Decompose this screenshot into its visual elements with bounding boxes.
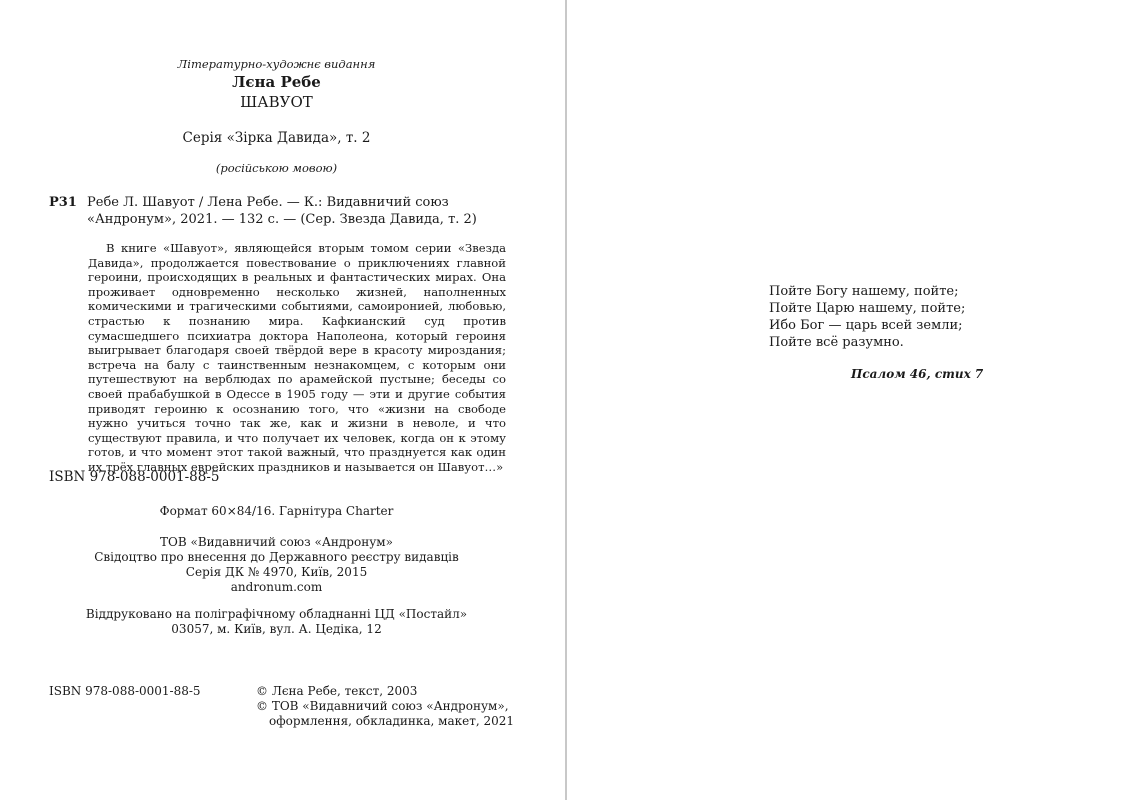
copyright-line: © ТОВ «Видавничий союз «Андронум», xyxy=(256,699,509,713)
copyright-line: © Лєна Ребе, текст, 2003 xyxy=(256,684,418,698)
publisher-info xyxy=(0,535,553,595)
epigraph-line: Пойте всё разумно. xyxy=(769,335,904,350)
catalog-entry: Ребе Л. Шавуот / Лена Ребе. — К.: Видавничий союз «Андронум», 2021. — 132 с. — (Сер. Звезда Давида, т. 2) xyxy=(87,195,477,227)
author-name: Лєна Ребе xyxy=(232,73,321,91)
epigraph-line: Пойте Царю нашему, пойте; xyxy=(769,301,966,316)
printer-info xyxy=(0,607,553,637)
catalog-record xyxy=(49,194,509,228)
left-page xyxy=(0,0,565,800)
series-info: Серія «Зірка Давида», т. 2 xyxy=(182,130,371,146)
epigraph-line: Ибо Бог — царь всей земли; xyxy=(769,318,963,333)
copyright-line: оформлення, обкладинка, макет, 2021 xyxy=(269,714,515,728)
catalog-code: Р31 xyxy=(49,195,77,210)
language-note: (російською мовою) xyxy=(215,161,338,175)
publisher-line: andronum.com xyxy=(230,580,323,594)
epigraph-line: Пойте Богу нашему, пойте; xyxy=(769,284,959,299)
epigraph xyxy=(769,283,965,351)
publisher-line: Свідоцтво про внесення до Державного реєстру видавців xyxy=(94,550,459,564)
right-page xyxy=(567,0,1131,800)
book-title: ШАВУОТ xyxy=(240,93,313,111)
isbn-bottom: ISBN 978-088-0001-88-5 xyxy=(49,684,201,698)
isbn: ISBN 978-088-0001-88-5 xyxy=(49,469,220,485)
copyright-block xyxy=(256,684,514,729)
publisher-line: Серія ДК № 4970, Київ, 2015 xyxy=(185,565,368,579)
printer-line: Віддруковано на поліграфічному обладнанні ЦД «Постайл» xyxy=(85,607,468,621)
printer-line: 03057, м. Київ, вул. А. Цедіка, 12 xyxy=(171,622,382,636)
format-info: Формат 60×84/16. Гарнітура Charter xyxy=(159,504,394,518)
epigraph-attribution: Псалом 46, стих 7 xyxy=(851,367,984,381)
annotation: В книге «Шавуот», являющейся вторым томом серии «Звезда Давида», продолжается повествование о приключениях главной героини, происходящих в реальных и фантастических мирах. Она проживает одновременно несколько жизней, наполненных комическими и трагическими событиями, самоиронией, любовью, страстью к познанию мира. Кафкианский суд против сумасшедшего психиатра доктора Наполеона, который героиня выигрывает благодаря своей твёрдой вере в красоту мироздания; встреча на балу с таинственным незнакомцем, с которым они путешествуют на верблюдах по арамейской пустыне; беседы со своей прабабушкой в Одессе в 1905 году — эти и другие события приводят героиню к осознанию того, что «жизни на свободе нужно учиться точно так же, как и жизни в неволе, и что существуют правила, и что получает их человек, когда он к этому готов, и что момент этот такой важный, что празднуется как один их трёх главных еврейских праздников и называется он Шавуот…» xyxy=(88,241,506,474)
publication-type: Літературно-художнє видання xyxy=(177,57,376,71)
publisher-line: ТОВ «Видавничий союз «Андронум» xyxy=(160,535,393,549)
